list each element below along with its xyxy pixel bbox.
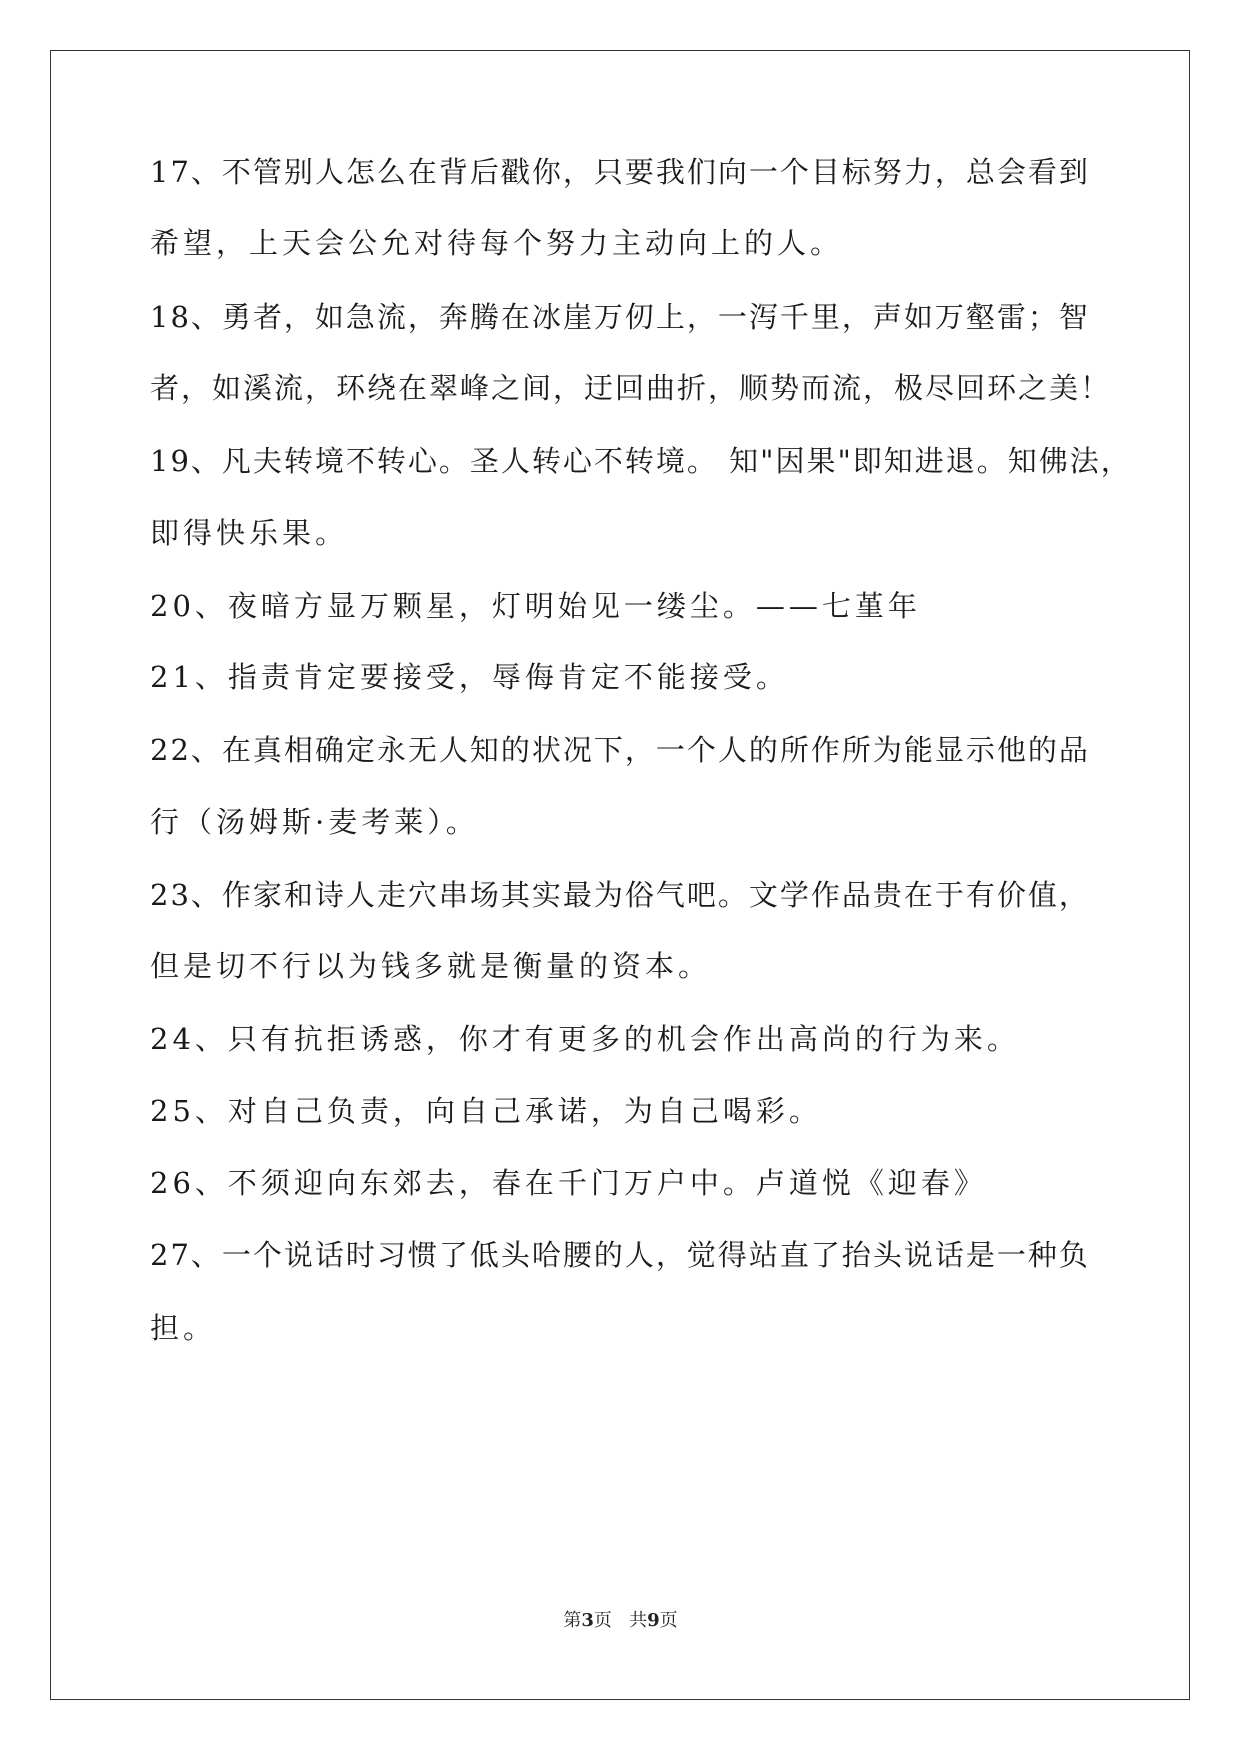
- footer-prefix: 第: [563, 1610, 582, 1631]
- text-line: 24、只有抗拒诱惑，你才有更多的机会作出高尚的行为来。: [150, 1022, 1020, 1056]
- text-line: 22、在真相确定永无人知的状况下，一个人的所作所为能显示他的品: [150, 733, 1090, 767]
- text-line: 26、不须迎向东郊去，春在千门万户中。卢道悦《迎春》: [150, 1166, 987, 1200]
- total-page-count: 9: [647, 1610, 660, 1631]
- footer-middle: 页 共: [593, 1610, 648, 1631]
- text-line: 担。: [150, 1311, 217, 1345]
- text-line: 者，如溪流，环绕在翠峰之间，迂回曲折，顺势而流，极尽回环之美！: [150, 371, 1112, 405]
- current-page-number: 3: [581, 1610, 594, 1631]
- text-line: 27、一个说话时习惯了低头哈腰的人，觉得站直了抬头说话是一种负: [150, 1238, 1090, 1272]
- text-line: 20、夜暗方显万颗星，灯明始见一缕尘。——七堇年: [150, 589, 921, 623]
- text-line: 希望，上天会公允对待每个努力主动向上的人。: [150, 226, 844, 260]
- page-footer: [0, 1609, 1241, 1633]
- text-line: 即得快乐果。: [150, 516, 349, 550]
- footer-suffix: 页: [659, 1610, 678, 1631]
- text-line: 23、作家和诗人走穴串场其实最为俗气吧。文学作品贵在于有价值，: [150, 878, 1090, 912]
- text-line: 但是切不行以为钱多就是衡量的资本。: [150, 949, 712, 983]
- text-line: 行（汤姆斯·麦考莱）。: [150, 805, 479, 839]
- text-line: 25、对自己负责，向自己承诺，为自己喝彩。: [150, 1094, 822, 1128]
- text-line: 19、凡夫转境不转心。圣人转心不转境。 知"因果"即知进退。知佛法，: [150, 444, 1132, 478]
- text-line: 17、不管别人怎么在背后戳你，只要我们向一个目标努力，总会看到: [150, 155, 1090, 189]
- text-line: 21、指责肯定要接受，辱侮肯定不能接受。: [150, 660, 789, 694]
- text-line: 18、勇者，如急流，奔腾在冰崖万仞上，一泻千里，声如万壑雷；智: [150, 300, 1090, 334]
